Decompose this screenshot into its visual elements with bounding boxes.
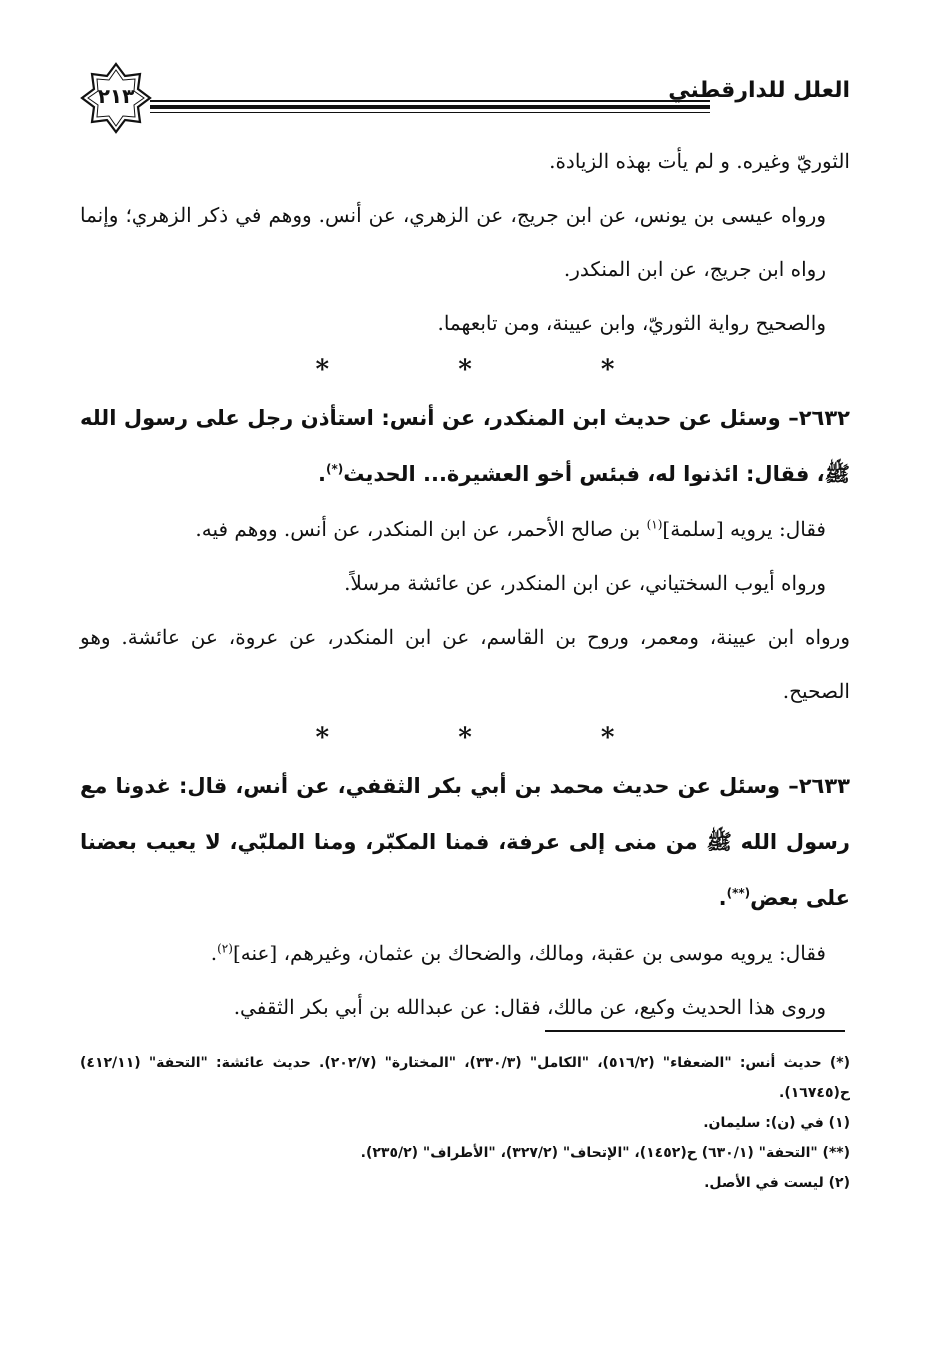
answer-paragraph: ورواه ابن عيينة، ومعمر، وروح بن القاسم، عن ابن المنكدر، عن عروة، عن عائشة. وهو الصحيح. xyxy=(80,625,850,703)
answer-paragraph xyxy=(80,502,850,556)
answer-text: فقال: يرويه [سلمة] xyxy=(662,517,826,541)
section-separator: * * * xyxy=(315,355,675,385)
answer-paragraph xyxy=(80,926,850,980)
paragraph: ورواه عيسى بن يونس، عن ابن جريج، عن الزهري، عن أنس. ووهم في ذكر الزهري؛ وإنما رواه ابن جريج، عن ابن المنكدر. xyxy=(80,203,826,281)
footnote: (٢) ليست في الأصل. xyxy=(704,1175,850,1191)
footnote-divider xyxy=(545,1030,845,1032)
question-end: . xyxy=(317,462,326,486)
footnotes xyxy=(80,1048,850,1198)
answer-paragraph: وروى هذا الحديث وكيع، عن مالك، فقال: عن عبدالله بن أبي بكر الثقفي. xyxy=(233,995,826,1019)
question-2632 xyxy=(80,390,850,502)
book-title: العلل للدارقطني xyxy=(668,78,850,103)
paragraph: الثوريّ وغيره. و لم يأت بهذه الزيادة. xyxy=(549,149,850,173)
page-number: ٢١٣ xyxy=(97,84,135,108)
section-separator: * * * xyxy=(315,723,675,753)
question-text: ٢٦٣٣– وسئل عن حديث محمد بن أبي بكر الثقفي، عن أنس، قال: غدونا مع رسول الله ﷺ من منى إلى عرفة، فمنا المكبّر، ومنا الملبّي، لا يعيب بعضنا على بعض xyxy=(80,774,850,910)
page-header xyxy=(80,62,850,124)
footnote-marker: (*) xyxy=(325,462,344,476)
header-rule xyxy=(150,105,710,109)
answer-text: بن صالح الأحمر، عن ابن المنكدر، عن أنس. ووهم فيه. xyxy=(195,517,647,541)
footnote-marker: (١) xyxy=(646,517,663,532)
question-end: . xyxy=(718,886,727,910)
footnote-marker: (٢) xyxy=(217,941,233,956)
footnote-marker: (**) xyxy=(726,886,751,900)
header-rule xyxy=(150,100,710,102)
answer-text: فقال: يرويه موسى بن عقبة، ومالك، والضحاك بن عثمان، وغيرهم، [عنه] xyxy=(232,941,826,965)
answer-end: . xyxy=(210,941,218,965)
footnote: (**) "التحفة" (٦٣٠/١) ح(١٤٥٢)، "الإتحاف" (٣٢٧/٢)، "الأطراف" (٢٣٥/٢). xyxy=(360,1145,850,1161)
question-2633 xyxy=(80,758,850,926)
paragraph: والصحيح رواية الثوريّ، وابن عيينة، ومن تابعهما. xyxy=(437,311,826,335)
main-text xyxy=(80,134,850,1034)
answer-paragraph: ورواه أيوب السختياني، عن ابن المنكدر، عن عائشة مرسلاً. xyxy=(344,571,826,595)
question-text: ٢٦٣٢– وسئل عن حديث ابن المنكدر، عن أنس: استأذن رجل على رسول الله ﷺ، فقال: ائذنوا له، فبئس أخو العشيرة... الحديث xyxy=(80,406,850,486)
page-number-badge xyxy=(80,62,152,134)
footnote: (١) في (ن): سليمان. xyxy=(703,1115,850,1131)
header-rule xyxy=(150,112,710,113)
footnote: (*) حديث أنس: "الضعفاء" (٥١٦/٢)، "الكامل" (٣٣٠/٣)، "المختارة" (٢٠٢/٧). حديث عائشة: "التحفة" (٤١٢/١١) ح(١٦٧٤٥). xyxy=(80,1055,850,1101)
